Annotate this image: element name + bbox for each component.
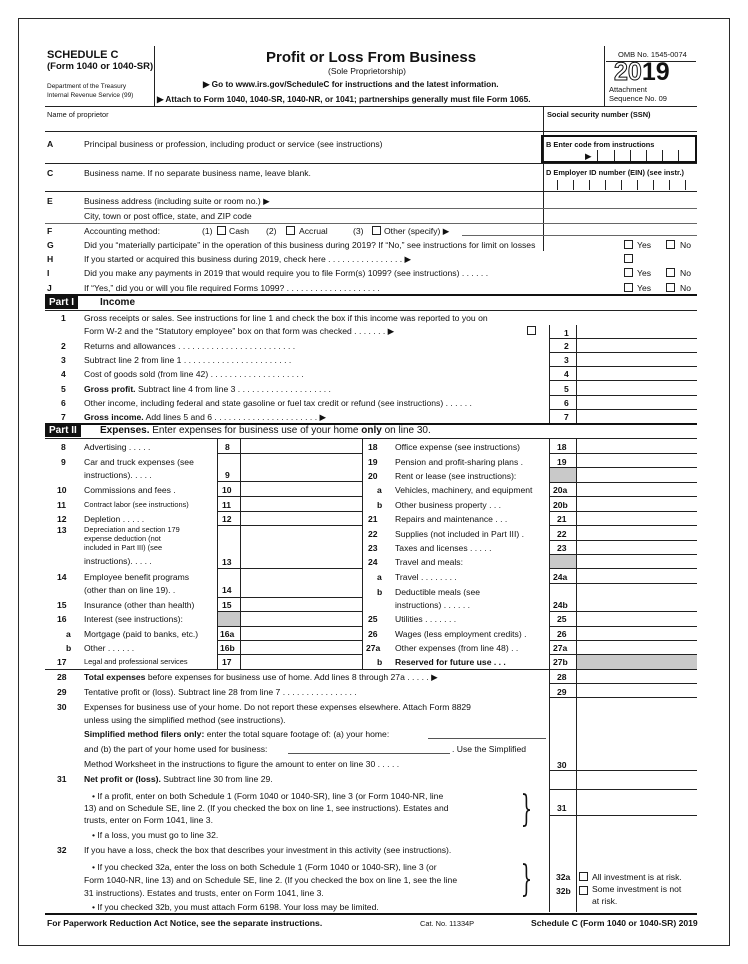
rule-line xyxy=(637,180,638,190)
line-d-text[interactable]: D Employer ID number (EIN) (see instr.) xyxy=(546,168,684,177)
line-number: 31 xyxy=(557,803,567,813)
line-i-letter: I xyxy=(47,268,50,278)
line-number: 28 xyxy=(557,672,567,682)
goto-instructions: ▶ Go to www.irs.gov/ScheduleC for instructions and the latest information. xyxy=(203,79,499,89)
rule-line xyxy=(217,496,362,497)
line-31-bullet-1c: trusts, enter on Form 1041, line 3. xyxy=(84,815,213,825)
rule-line xyxy=(240,438,241,669)
line-number: 32a xyxy=(556,872,571,882)
rule-line xyxy=(646,150,647,161)
rule-line xyxy=(217,568,362,569)
line-e-city[interactable]: City, town or post office, state, and ZIP code xyxy=(84,211,252,221)
line-32-bullet-1c: 31 instructions). Estates and trusts, enter on Form 1041, line 3. xyxy=(84,888,324,898)
line-25-text: Utilities . . . . . . . xyxy=(395,614,457,624)
line-number: 19 xyxy=(368,457,378,467)
line-number: 13 xyxy=(57,525,67,535)
line-number: 30 xyxy=(57,702,67,712)
line-3-text: Subtract line 2 from line 1 . . . . . . . . . . . . . . . . . . . . . . . xyxy=(84,355,292,365)
line-number: 17 xyxy=(222,657,232,667)
schedule-label: SCHEDULE C xyxy=(47,49,119,61)
line-number: 18 xyxy=(557,442,567,452)
option-2-label: (2) xyxy=(266,226,277,236)
line-32-text: If you have a loss, check the box that describes your investment in this activity (see instructions). xyxy=(84,845,452,855)
line-13-text-d: instructions). . . . . xyxy=(84,556,152,566)
line-e-address[interactable]: Business address (including suite or room no.) ▶ xyxy=(84,196,270,206)
line-number: 22 xyxy=(368,529,378,539)
cash-label: Cash xyxy=(229,226,250,236)
rule-line xyxy=(605,180,606,190)
line-number: 21 xyxy=(368,514,378,524)
line-number: b xyxy=(377,587,383,597)
line-32-brace: } xyxy=(520,859,533,900)
part2-label: Part II xyxy=(45,424,81,437)
rule-line xyxy=(45,131,697,132)
i-no-label: No xyxy=(680,268,691,278)
rule-line xyxy=(154,46,155,106)
some-not-at-risk-checkbox[interactable] xyxy=(579,886,588,895)
line-number: 32b xyxy=(556,886,571,896)
line-number: 24b xyxy=(553,600,568,610)
line-32b-label-b: at risk. xyxy=(592,896,618,906)
line-31-bullet-2: • If a loss, you must go to line 32. xyxy=(92,830,219,840)
line-number: 11 xyxy=(57,500,67,510)
line-31-text: Net profit or (loss). Subtract line 30 from line 29. xyxy=(84,774,273,784)
line-h-letter: H xyxy=(47,254,54,264)
line-31-bullet-1b: 13) and on Schedule SE, line 2. (If you checked the box on line 1, see instructions). Estates and xyxy=(84,803,449,813)
line-11-text: Contract labor (see instructions) xyxy=(84,500,189,509)
line-number: 14 xyxy=(57,572,67,582)
line-30-text-a: Expenses for business use of your home. Do not report these expenses elsewhere. Attach Form 8829 xyxy=(84,702,471,712)
line-20-text: Rent or lease (see instructions): xyxy=(395,471,517,481)
line-27b-text: Reserved for future use . . . xyxy=(395,657,506,667)
line-15-text: Insurance (other than health) xyxy=(84,600,195,610)
line-1-text-a: Gross receipts or sales. See instructions for line 1 and check the box if this income was reported to you on xyxy=(84,313,488,323)
line-number: 7 xyxy=(564,412,569,422)
accrual-label: Accrual xyxy=(299,226,328,236)
rule-line xyxy=(217,525,362,526)
line-number: 16 xyxy=(57,614,67,624)
line-number: 2 xyxy=(564,341,569,351)
line-16-text: Interest (see instructions): xyxy=(84,614,183,624)
rule-line xyxy=(678,150,679,161)
form-title: Profit or Loss From Business xyxy=(266,49,477,66)
rule-line xyxy=(549,815,697,816)
rule-line xyxy=(543,106,544,251)
line-number: 5 xyxy=(61,384,66,394)
tax-year: 2019 xyxy=(614,58,670,86)
line-number: a xyxy=(66,629,71,639)
attach-instructions: ▶ Attach to Form 1040, 1040-SR, 1040-NR, or 1041; partnerships generally must file Form 1065. xyxy=(157,94,531,104)
line-8-text: Advertising . . . . . xyxy=(84,442,151,452)
line-26-text: Wages (less employment credits) . xyxy=(395,629,527,639)
line-27a-text: Other expenses (from line 48) . . xyxy=(395,643,519,653)
line-2-text: Returns and allowances . . . . . . . . . . . . . . . . . . . . . . . . . xyxy=(84,341,296,351)
line-1-text-b: Form W-2 and the “Statutory employee” box on that form was checked . . . . . . . ▶ xyxy=(84,326,395,336)
other-method-label: Other (specify) ▶ xyxy=(384,226,450,236)
rule-line xyxy=(597,150,598,161)
line-number: 21 xyxy=(557,514,567,524)
line-12-text: Depletion . . . . . xyxy=(84,514,145,524)
line-24b-text-b: instructions) . . . . . . xyxy=(395,600,470,610)
option-3-label: (3) xyxy=(353,226,364,236)
shaded-cell xyxy=(550,468,576,482)
statutory-employee-checkbox[interactable] xyxy=(527,326,536,335)
rule-line xyxy=(549,482,697,483)
j-no-checkbox[interactable] xyxy=(666,283,675,292)
line-number: 3 xyxy=(61,355,66,365)
rule-line xyxy=(45,163,697,164)
line-number: 1 xyxy=(61,313,66,323)
line-16b-text: Other . . . . . . xyxy=(84,643,135,653)
footer-form-id: Schedule C (Form 1040 or 1040-SR) 2019 xyxy=(531,918,698,928)
rule-line xyxy=(217,654,362,655)
rule-line xyxy=(217,626,362,627)
rule-line xyxy=(362,438,363,669)
g-yes-checkbox[interactable] xyxy=(624,240,633,249)
line-number: 30 xyxy=(557,760,567,770)
line-h-text: If you started or acquired this business during 2019, check here . . . . . . . . . . . . . . . . ▶ xyxy=(84,254,412,264)
rule-line xyxy=(217,481,362,482)
line-number: 18 xyxy=(368,442,378,452)
form-subtitle: (Sole Proprietorship) xyxy=(328,66,406,76)
rule-line xyxy=(217,597,362,598)
line-number: 19 xyxy=(557,457,567,467)
line-number: 12 xyxy=(57,514,67,524)
line-10-text: Commissions and fees . xyxy=(84,485,176,495)
line-number: 15 xyxy=(57,600,67,610)
line-30-text-b: unless using the simplified method (see instructions). xyxy=(84,715,286,725)
line-number: 27a xyxy=(366,643,381,653)
line-5-text: Gross profit. Subtract line 4 from line 3 . . . . . . . . . . . . . . . . . . . . xyxy=(84,384,331,394)
g-no-label: No xyxy=(680,240,691,250)
rule-line xyxy=(549,409,697,410)
line-f-text: Accounting method: xyxy=(84,226,160,236)
rule-line xyxy=(549,683,697,684)
rule-line xyxy=(549,453,697,454)
line-number: b xyxy=(377,657,383,667)
rule-line xyxy=(621,180,622,190)
g-yes-label: Yes xyxy=(637,240,652,250)
name-label: Name of proprietor xyxy=(47,110,109,119)
rule-line xyxy=(549,540,697,541)
line-21-text: Repairs and maintenance . . . xyxy=(395,514,508,524)
cash-checkbox[interactable] xyxy=(217,226,226,235)
line-number: 17 xyxy=(57,657,67,667)
rule-line xyxy=(549,568,697,569)
accrual-checkbox[interactable] xyxy=(286,226,295,235)
i-yes-label: Yes xyxy=(637,268,652,278)
line-number: 12 xyxy=(222,514,232,524)
line-6-text: Other income, including federal and state gasoline or fuel tax credit or refund (see instructions) . . . . . . xyxy=(84,398,472,408)
line-14-text-a: Employee benefit programs xyxy=(84,572,190,582)
line-13-text-b: expense deduction (not xyxy=(84,534,161,543)
rule-line xyxy=(549,338,697,339)
option-1-label: (1) xyxy=(202,226,213,236)
line-32-bullet-2: • If you checked 32b, you must attach Form 6198. Your loss may be limited. xyxy=(92,902,379,912)
sequence-number: Sequence No. 09 xyxy=(609,94,667,103)
line-16a-text: Mortgage (paid to banks, etc.) xyxy=(84,629,199,639)
line-13-text-a: Depreciation and section 179 xyxy=(84,525,180,534)
rule-line xyxy=(45,191,697,192)
line-number: 2 xyxy=(61,341,66,351)
line-number: 13 xyxy=(222,557,232,567)
rule-line xyxy=(549,395,697,396)
rule-line xyxy=(549,511,697,512)
line-30-text-d2: . Use the Simplified xyxy=(452,744,527,754)
line-20a-text: Vehicles, machinery, and equipment xyxy=(395,485,533,495)
rule-line xyxy=(606,61,696,62)
rule-line xyxy=(45,294,697,296)
rule-line xyxy=(685,180,686,190)
line-7-text: Gross income. Add lines 5 and 6 . . . . . . . . . . . . . . . . . . . . . . ▶ xyxy=(84,412,327,422)
part1-title: Income xyxy=(100,297,136,308)
line-30-text-c: Simplified method filers only: enter the total square footage of: (a) your home: xyxy=(84,729,390,739)
part2-title: Expenses. Enter expenses for business use of your home only on line 30. xyxy=(100,425,431,436)
line-23-text: Taxes and licenses . . . . . xyxy=(395,543,492,553)
rule-line xyxy=(549,697,697,698)
line-number: 14 xyxy=(222,585,232,595)
footer-paperwork-notice: For Paperwork Reduction Act Notice, see the separate instructions. xyxy=(47,918,323,928)
line-9-text-b: instructions). . . . . xyxy=(84,470,152,480)
line-number: 20 xyxy=(368,471,378,481)
rule-line xyxy=(614,150,615,161)
rule-line xyxy=(549,611,697,612)
rule-line xyxy=(45,106,697,107)
line-b-arrow: ▶ xyxy=(585,151,592,161)
line-17-text: Legal and professional services xyxy=(84,657,188,666)
line-number: 15 xyxy=(222,600,232,610)
line-number: 5 xyxy=(564,384,569,394)
rule-line xyxy=(45,438,697,439)
rule-line xyxy=(45,223,697,224)
line-9-text-a: Car and truck expenses (see xyxy=(84,457,194,467)
line-number: 10 xyxy=(57,485,67,495)
line-number: 27a xyxy=(553,643,568,653)
i-yes-checkbox[interactable] xyxy=(624,268,633,277)
part1-label: Part I xyxy=(45,296,78,309)
line-22-text: Supplies (not included in Part III) . xyxy=(395,529,524,539)
shaded-cell xyxy=(550,555,576,568)
line-30-text-d: and (b) the part of your home used for business: xyxy=(84,744,268,754)
line-j-text: If “Yes,” did you or will you file required Forms 1099? . . . . . . . . . . . . . . . . . . . . xyxy=(84,283,380,293)
line-number: 4 xyxy=(564,369,569,379)
rule-line xyxy=(669,180,670,190)
rule-line xyxy=(549,789,697,790)
j-yes-label: Yes xyxy=(637,283,652,293)
rule-line xyxy=(662,150,663,161)
rule-line xyxy=(573,180,574,190)
line-c-letter: C xyxy=(47,168,54,178)
line-24a-text: Travel . . . . . . . . xyxy=(395,572,457,582)
line-number: 31 xyxy=(57,774,67,784)
line-number: 7 xyxy=(61,412,66,422)
line-number: 10 xyxy=(222,485,232,495)
omb-number: OMB No. 1545-0074 xyxy=(618,50,687,59)
line-28-text: Total expenses before expenses for business use of home. Add lines 8 through 27a . . . . . ▶ xyxy=(84,672,438,682)
rule-line xyxy=(557,180,558,190)
shaded-cell xyxy=(218,612,240,626)
line-24b-text-a: Deductible meals (see xyxy=(395,587,481,597)
rule-line xyxy=(217,438,218,669)
line-number: 6 xyxy=(564,398,569,408)
line-29-text: Tentative profit or (loss). Subtract line 28 from line 7 . . . . . . . . . . . . . . . . xyxy=(84,687,357,697)
line-number: 8 xyxy=(61,442,66,452)
line-g-letter: G xyxy=(47,240,54,250)
line-number: 23 xyxy=(368,543,378,553)
line-b-text: B Enter code from instructions xyxy=(546,140,655,149)
rule-line xyxy=(428,738,546,739)
rule-line xyxy=(549,352,697,353)
dept-line1: Department of the Treasury xyxy=(47,83,127,90)
rule-line xyxy=(630,150,631,161)
rule-line xyxy=(549,669,550,912)
line-number: 9 xyxy=(225,470,230,480)
line-number: 16a xyxy=(220,629,235,639)
rule-line xyxy=(45,310,697,311)
h-checkbox[interactable] xyxy=(624,254,633,263)
line-20b-text: Other business property . . . xyxy=(395,500,502,510)
line-f-letter: F xyxy=(47,226,53,236)
rule-line xyxy=(549,496,697,497)
rule-line xyxy=(549,626,697,627)
attachment-label: Attachment xyxy=(609,85,647,94)
line-c-text[interactable]: Business name. If no separate business name, leave blank. xyxy=(84,168,311,178)
line-number: 16b xyxy=(220,643,235,653)
line-32a-label: All investment is at risk. xyxy=(592,872,682,882)
rule-line xyxy=(589,180,590,190)
line-number: 27b xyxy=(553,657,568,667)
line-4-text: Cost of goods sold (from line 42) . . . . . . . . . . . . . . . . . . . . xyxy=(84,369,304,379)
line-number: 25 xyxy=(368,614,378,624)
line-number: 4 xyxy=(61,369,66,379)
line-31-bullet-1: • If a profit, enter on both Schedule 1 (Form 1040 or 1040-SR), line 3 (or Form 1040-NR, line xyxy=(92,791,444,801)
line-14-text-b: (other than on line 19). . xyxy=(84,585,176,595)
line-number: 22 xyxy=(557,529,567,539)
line-number: 23 xyxy=(557,543,567,553)
line-g-text: Did you “materially participate” in the operation of this business during 2019? If “No,” see instructions for limit on losses xyxy=(84,240,536,250)
other-method-checkbox[interactable] xyxy=(372,226,381,235)
rule-line xyxy=(549,770,697,771)
line-number: a xyxy=(377,485,382,495)
g-no-checkbox[interactable] xyxy=(666,240,675,249)
line-number: 25 xyxy=(557,614,567,624)
rule-line xyxy=(45,913,697,915)
rule-line xyxy=(217,640,362,641)
line-number: 20b xyxy=(553,500,568,510)
ssn-label[interactable]: Social security number (SSN) xyxy=(547,110,651,119)
line-number: b xyxy=(377,500,383,510)
line-30-text-e: Method Worksheet in the instructions to figure the amount to enter on line 30 . . . . . xyxy=(84,759,400,769)
line-number: 24 xyxy=(368,557,378,567)
line-number: b xyxy=(66,643,72,653)
form-ref: (Form 1040 or 1040-SR) xyxy=(47,61,154,72)
line-32b-label-a: Some investment is not xyxy=(592,884,682,894)
line-number: 26 xyxy=(557,629,567,639)
rule-line xyxy=(549,380,697,381)
line-number: 20a xyxy=(553,485,568,495)
rule-line xyxy=(462,235,697,236)
j-yes-checkbox[interactable] xyxy=(624,283,633,292)
line-31-brace: } xyxy=(520,789,533,830)
line-number: 9 xyxy=(61,457,66,467)
rule-line xyxy=(653,180,654,190)
shaded-cell xyxy=(577,655,697,669)
rule-line xyxy=(45,669,697,670)
footer-cat-number: Cat. No. 11334P xyxy=(420,919,475,928)
line-18-text: Office expense (see instructions) xyxy=(395,442,520,452)
line-number: 11 xyxy=(222,500,232,510)
rule-line xyxy=(84,208,697,209)
line-number: 26 xyxy=(368,629,378,639)
line-number: 32 xyxy=(57,845,67,855)
line-a-text[interactable]: Principal business or profession, including product or service (see instructions) xyxy=(84,139,383,149)
line-a-letter: A xyxy=(47,139,54,149)
line-number: 24a xyxy=(553,572,568,582)
all-at-risk-checkbox[interactable] xyxy=(579,872,588,881)
line-number: 28 xyxy=(57,672,67,682)
line-13-text-c: included in Part III) (see xyxy=(84,543,163,552)
rule-line xyxy=(549,366,697,367)
line-number: a xyxy=(377,572,382,582)
rule-line xyxy=(549,583,697,584)
line-32-bullet-1b: Form 1040-NR, line 13) and on Schedule SE, line 2. (If you checked the box on line 1, see the line xyxy=(84,875,458,885)
line-number: 8 xyxy=(225,442,230,452)
rule-line xyxy=(576,669,577,912)
line-i-text: Did you make any payments in 2019 that would require you to file Form(s) 1099? (see instructions) . . . . . . xyxy=(84,268,489,278)
rule-line xyxy=(217,453,362,454)
rule-line xyxy=(604,46,605,106)
line-number: 1 xyxy=(564,328,569,338)
line-number: 6 xyxy=(61,398,66,408)
rule-line xyxy=(288,753,450,754)
line-e-letter: E xyxy=(47,196,53,206)
line-number: 29 xyxy=(57,687,67,697)
dept-line2: Internal Revenue Service (99) xyxy=(47,92,134,99)
j-no-label: No xyxy=(680,283,691,293)
line-19-text: Pension and profit-sharing plans . xyxy=(395,457,524,467)
rule-line xyxy=(217,511,362,512)
rule-line xyxy=(549,640,697,641)
line-number: 29 xyxy=(557,687,567,697)
line-number: 3 xyxy=(564,355,569,365)
rule-line xyxy=(549,525,697,526)
line-32-bullet-1: • If you checked 32a, enter the loss on both Schedule 1 (Form 1040 or 1040-SR), line 3 (or xyxy=(92,862,437,872)
line-24-text: Travel and meals: xyxy=(395,557,463,567)
line-j-letter: J xyxy=(47,283,52,293)
i-no-checkbox[interactable] xyxy=(666,268,675,277)
